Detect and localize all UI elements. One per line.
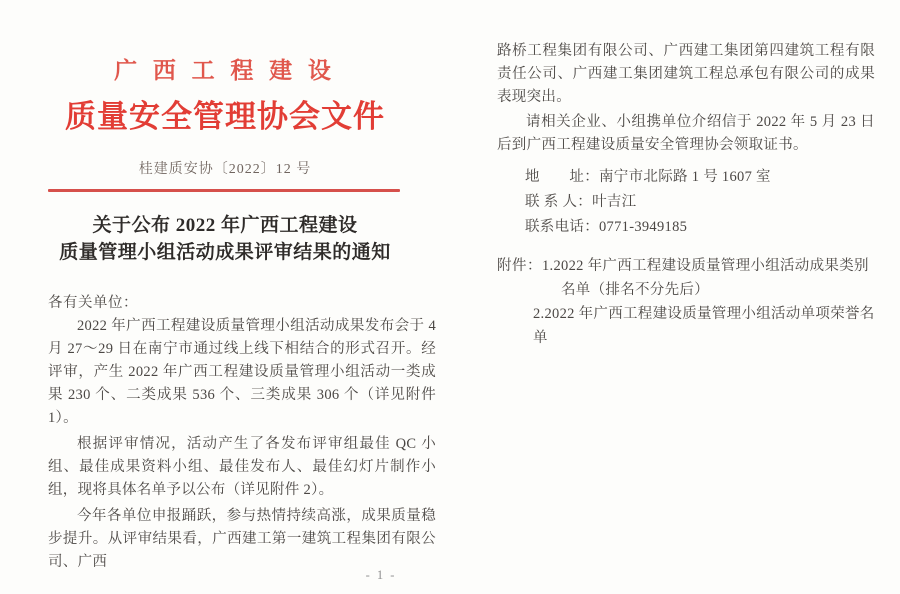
document-title-line1: 关于公布 2022 年广西工程建设 <box>92 215 358 236</box>
page-number-1: - 1 - <box>365 568 397 582</box>
person-value: 叶吉江 <box>592 194 637 210</box>
contact-phone <box>525 215 875 240</box>
red-divider-line <box>48 189 400 192</box>
attachment-item1-wrap: 名单（排名不分先后） <box>561 282 709 298</box>
contact-block <box>497 165 875 240</box>
paragraph-3: 今年各单位申报踊跃，参与热情持续高涨，成果质量稳步提升。从评审结果看，广西建工第一建筑工程集团有限公司、广西 <box>48 508 436 570</box>
address-value: 南宁市北际路 1 号 1607 室 <box>599 169 771 185</box>
salutation: 各有关单位： <box>48 295 138 311</box>
body-text-page1 <box>48 315 436 577</box>
paragraph-continuation: 路桥工程集团有限公司、广西建工集团第四建筑工程有限责任公司、广西建工集团建筑工程总承包有限公司的成果表现突出。 <box>497 43 875 105</box>
phone-label: 联系电话： <box>525 219 599 235</box>
attachment-line1 <box>497 254 875 278</box>
document-number: 桂建质安协〔2022〕12 号 <box>138 162 312 177</box>
paragraph-2: 根据评审情况，活动产生了各发布评审组最佳 QC 小组、最佳成果资料小组、最佳发布人、最佳幻灯片制作小组，现将具体名单予以公布（详见附件 2）。 <box>48 436 436 498</box>
document-banner: 质量安全管理协会文件 <box>65 99 385 134</box>
person-label: 联 系 人： <box>525 194 593 210</box>
issuer-name-red-header: 广 西 工 程 建 设 <box>114 58 336 83</box>
attachments-label: 附件： <box>497 258 542 274</box>
document-title-line2: 质量管理小组活动成果评审结果的通知 <box>59 242 391 263</box>
phone-value: 0771-3949185 <box>599 219 688 235</box>
address-label: 地 址： <box>525 169 599 185</box>
contact-person <box>525 190 875 215</box>
attachment-item2: 2.2022 年广西工程建设质量管理小组活动单项荣誉名单 <box>533 306 875 346</box>
contact-address <box>525 165 875 190</box>
attachments-block <box>497 254 875 350</box>
body-text-page2 <box>497 40 875 350</box>
paragraph-1: 2022 年广西工程建设质量管理小组活动成果发布会于 4 月 27～29 日在南宁市通过线上线下相结合的形式召开。经评审，产生 2022 年广西工程建设质量管理小组活动一类成果 230 个、二类成果 536 个、三类成果 306 个（详见附件 1）。 <box>48 318 436 426</box>
attachment-item1: 1.2022 年广西工程建设质量管理小组活动成果类别 <box>542 258 869 274</box>
page-2 <box>450 0 900 594</box>
document-title <box>20 212 430 266</box>
paragraph-notice: 请相关企业、小组携单位介绍信于 2022 年 5 月 23 日后到广西工程建设质量安全管理协会领取证书。 <box>497 114 875 153</box>
